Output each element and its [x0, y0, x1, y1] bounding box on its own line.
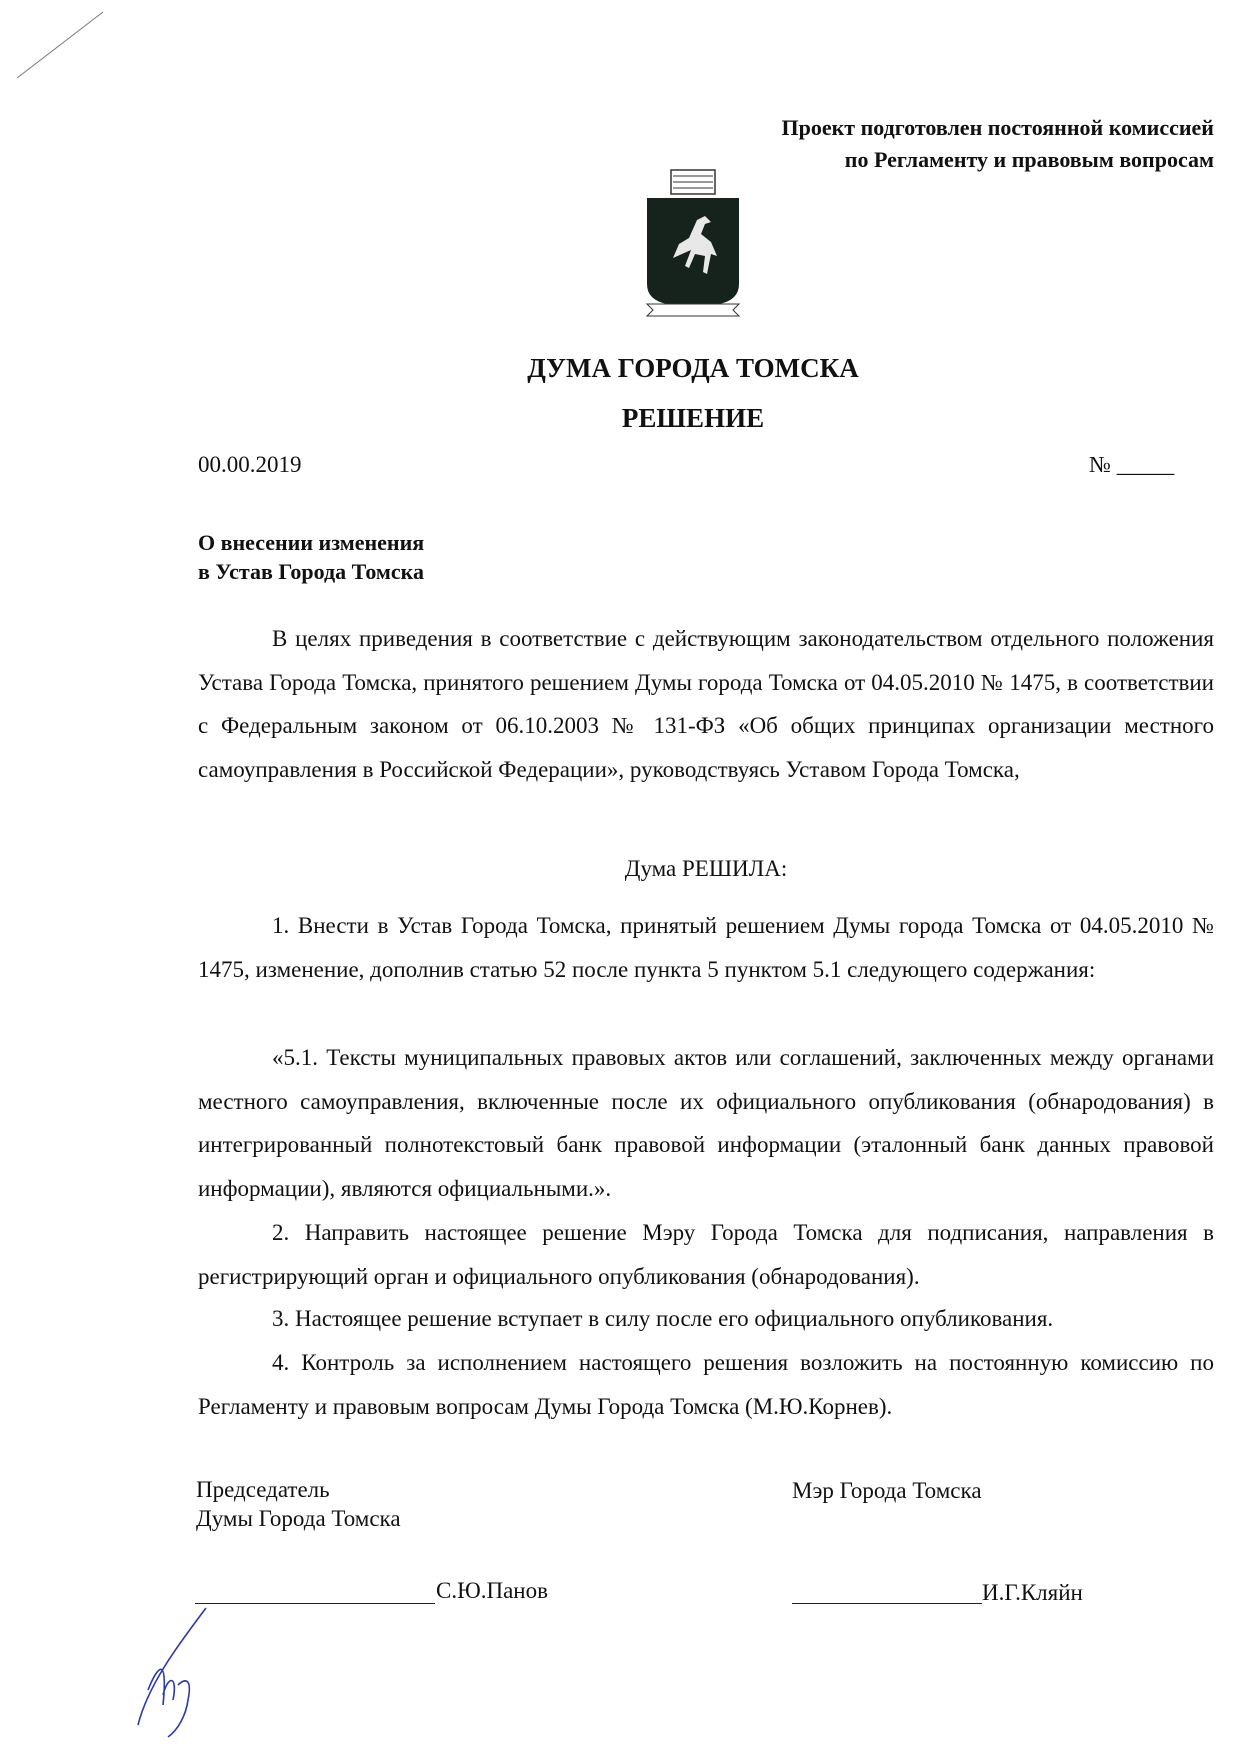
document-date: 00.00.2019 [198, 452, 302, 477]
item-3: 3. Настоящее решение вступает в силу после его официального опубликования. [272, 1306, 1054, 1331]
mayor-name: И.Г.Кляйн [982, 1580, 1083, 1605]
pen-stroke-mark [15, 10, 105, 80]
handwritten-signature [108, 1605, 218, 1740]
document-number: № _____ [1089, 452, 1175, 477]
mayor-signature-line [792, 1603, 982, 1604]
chair-name: С.Ю.Панов [436, 1578, 548, 1603]
item-1: 1. Внести в Устав Города Томска, принятый решением Думы города Томска от 04.05.2010 № 1475, изменение, дополнив статью 52 после пункта 5 пунктом 5.1 следующего содержания: [198, 913, 1214, 982]
preamble-paragraph: В целях приведения в соответствие с действующим законодательством отдельного положения Устава Города Томска, принятого решением Думы города Томска от 04.05.2010 № 1475, в соответствии с Федеральным законом от 06.10.2003 № 131-ФЗ «Об общих принципах организации местного самоуправления в Российской Федерации», руководствуясь Уставом Города Томска, [198, 626, 1214, 782]
item-4: 4. Контроль за исполнением настоящего решения возложить на постоянную комиссию по Регламенту и правовым вопросам Думы Города Томска (М.Ю.Корнев). [198, 1350, 1214, 1419]
chair-title-line1: Председатель [196, 1477, 330, 1502]
tomsk-coat-of-arms-emblem [643, 168, 743, 324]
chair-title-line2: Думы Города Томска [196, 1506, 401, 1531]
mayor-title: Мэр Города Томска [792, 1478, 982, 1503]
document-type-heading: РЕШЕНИЕ [621, 403, 765, 433]
item-2: 2. Направить настоящее решение Мэру Города Томска для подписания, направления в регистрирующий орган и официального опубликования (обнародования). [198, 1220, 1214, 1289]
subject-line1: О внесении изменения [198, 530, 425, 555]
subject-heading [198, 528, 424, 586]
resolved-heading: Дума РЕШИЛА: [624, 856, 788, 881]
prepared-by-line1: Проект подготовлен постоянной комиссией [781, 115, 1214, 140]
subject-line2: в Устав Города Томска [198, 559, 425, 584]
chair-title [196, 1475, 401, 1533]
council-name-heading: ДУМА ГОРОДА ТОМСКА [527, 353, 859, 383]
item-1-text-5-1: «5.1. Тексты муниципальных правовых актов или соглашений, заключенных между органами местного самоуправления, включенные после их официального опубликования (обнародования) в интегрированный полнотекстовый банк правовой информации (эталонный банк данных правовой информации), являются официальными.». [198, 1045, 1214, 1201]
chair-signature-line [195, 1603, 435, 1604]
prepared-by-note [781, 112, 1214, 176]
prepared-by-line2: по Регламенту и правовым вопросам [844, 147, 1214, 172]
